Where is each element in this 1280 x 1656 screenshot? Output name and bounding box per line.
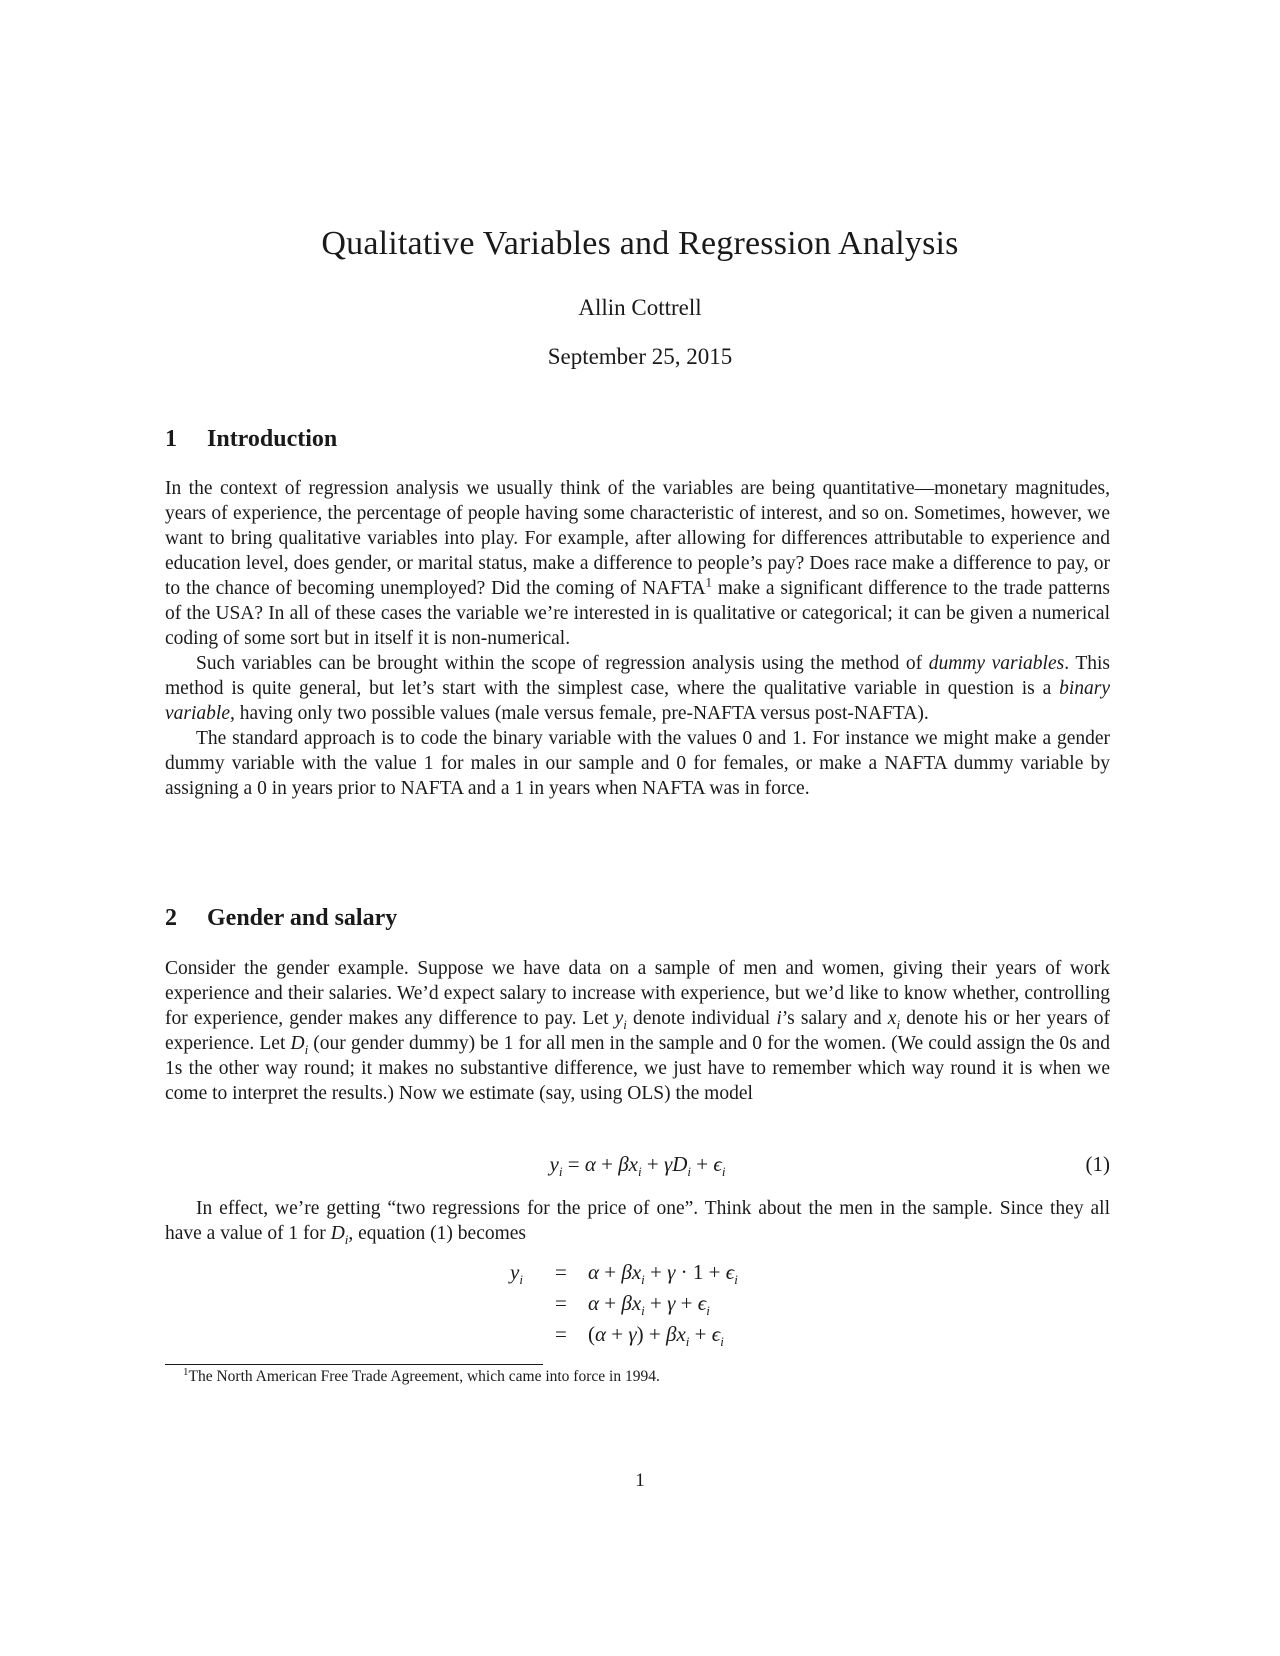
section-heading-gender [165,905,397,932]
footnote-text: The North American Free Trade Agreement, which came into force in 1994. [188,1368,660,1385]
paragraph [165,651,1110,726]
paragraph [165,1196,1110,1246]
paragraph: The standard approach is to code the binary variable with the values 0 and 1. For instance we might make a gender dummy variable with the value 1 for males in our sample and 0 for females, or make a NAFTA dummy variable by assigning a 0 in years prior to NAFTA and a 1 in years when NAFTA was in force. [165,728,1110,799]
text-run: Such variables can be brought within the scope of regression analysis using the method of [196,653,929,674]
text-run: denote his or her years of experience. Let [165,1008,1110,1054]
equation-row: = $(\alpha + \gamma) + \beta x_i + \epsilon_i$ [555,1322,724,1350]
math-var: $x_i$ [887,1008,901,1032]
section-number: 2 [165,905,177,931]
math-var: $y_i$ [614,1008,627,1032]
section-title: Gender and salary [207,905,398,931]
introduction-body [165,476,1110,801]
gender-body [165,956,1110,1106]
text-run: , having only two possible values (male versus female, pre-NAFTA versus post-NAFTA). [229,703,929,724]
footnote-marker: 1 [183,1365,189,1378]
equation-row: = $\alpha + \beta x_i + \gamma + \epsilon_i$ [555,1291,710,1319]
paragraph [165,956,1110,1106]
section-heading-introduction [165,426,337,453]
text-run: make a significant difference to the trade patterns of the USA? In all of these cases the variable we’re interested in is qualitative or categorical; it can be given a numerical coding of some sort but in itself it is non-numerical. [165,578,1110,649]
date: September 25, 2015 [547,344,733,369]
text-run: ’s salary and [781,1008,888,1029]
paragraph [165,476,1110,651]
math-var: $D_i$ [330,1223,349,1247]
text-run: (our gender dummy) be 1 for all men in the sample and 0 for the women. (We could assign the 0s and 1s the other way round; it makes no substantive difference, we just have to remember which way round it is when we come to interpret the results.) Now we estimate (say, using OLS) the model [165,1033,1110,1104]
math-var: $D_i$ [290,1033,309,1057]
aligned-equations [500,1260,900,1353]
page-number: 1 [635,1470,645,1491]
text-run: Consider the gender example. Suppose we have data on a sample of men and women, giving their years of work experience and their salaries. We’d expect salary to increase with experience, but we’d like to know whether, controlling for experience, gender makes any difference to pay. Let [165,958,1110,1029]
section-title: Introduction [207,426,338,452]
equation-number: (1) [1085,1152,1110,1176]
equation-row: $y_i$ = $\alpha + \beta x_i + \gamma \cdot 1 + \epsilon_i$ [510,1260,738,1288]
text-run: . This method is quite general, but let’s start with the simplest case, where the qualitative variable in question is a [165,653,1110,699]
equation-1 [165,1152,1110,1180]
equation-expression: $y_i = \alpha + \beta x_i + \gamma D_i + \epsilon_i$ [549,1152,726,1180]
text-run: , equation (1) becomes [348,1223,527,1244]
math-var: i [776,1008,782,1029]
emphasis: dummy variables [928,653,1065,674]
emphasis: binary variable [165,678,1110,724]
footnote-rule [165,1364,543,1365]
text-run: denote individual [626,1008,777,1029]
gender-body-2 [165,1196,1110,1246]
author: Allin Cottrell [578,295,702,320]
text-run: In the context of regression analysis we usually think of the variables are being quantitative—monetary magnitudes, years of experience, the percentage of people having some characteristic of interest, and so on. Sometimes, however, we want to bring qualitative variables into play. For example, after allowing for differences attributable to experience and education level, does gender, or marital status, make a difference to people’s pay? Does race make a difference to pay, or to the chance of becoming unemployed? Did the coming of NAFTA [165,478,1110,599]
page-title: Qualitative Variables and Regression Analysis [321,225,959,262]
section-number: 1 [165,426,177,452]
footnote-marker: 1 [705,574,713,590]
footnote [183,1365,1103,1386]
text-run: In effect, we’re getting “two regressions for the price of one”. Think about the men in the sample. Since they all have a value of 1 for [165,1198,1110,1244]
